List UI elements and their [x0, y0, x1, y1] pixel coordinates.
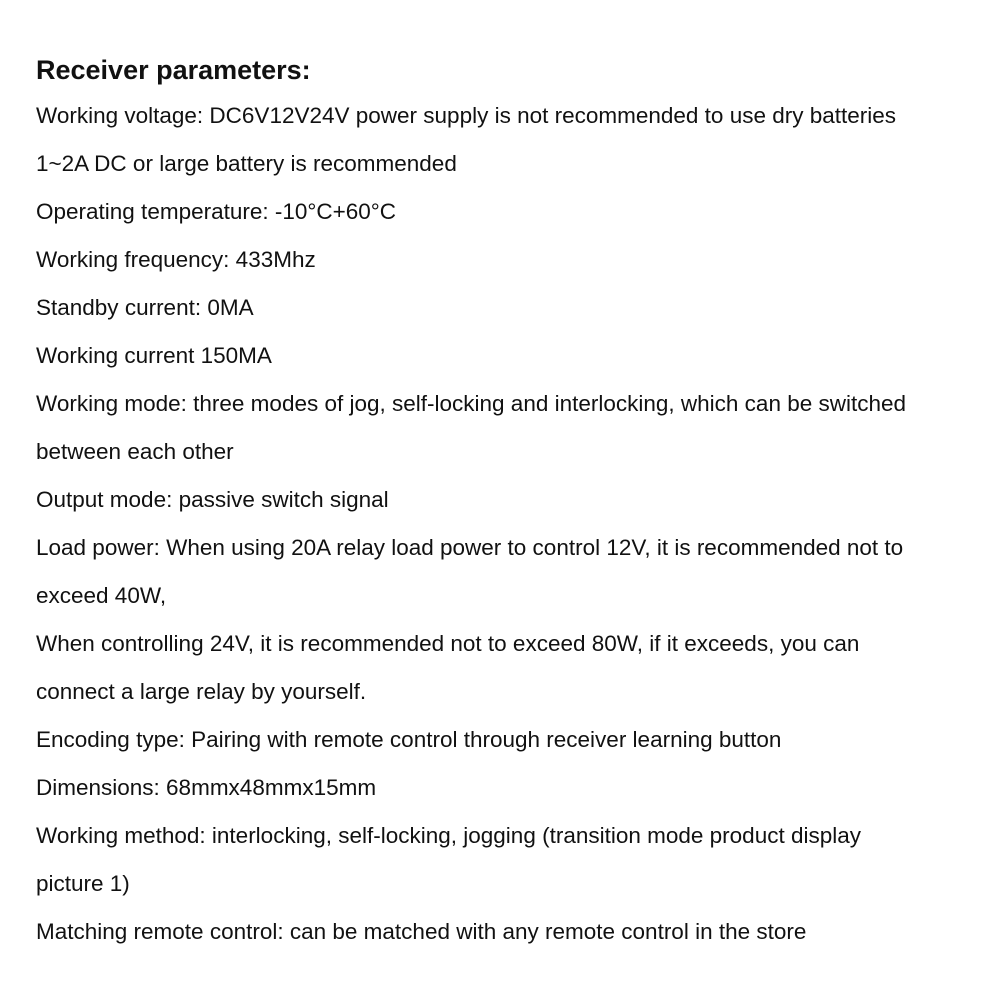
spec-document — [36, 52, 976, 956]
spec-line: Operating temperature: -10°C+60°C — [36, 199, 397, 224]
spec-line: 1~2A DC or large battery is recommended — [36, 151, 457, 176]
spec-line: Working frequency: 433Mhz — [36, 247, 316, 272]
spec-line: exceed 40W, — [36, 583, 167, 608]
spec-line: connect a large relay by yourself. — [36, 679, 367, 704]
spec-line: between each other — [36, 439, 234, 464]
spec-line: When controlling 24V, it is recommended not to exceed 80W, if it exceeds, you can — [36, 631, 860, 656]
spec-line: Output mode: passive switch signal — [36, 487, 389, 512]
spec-line: Dimensions: 68mmx48mmx15mm — [36, 775, 377, 800]
spec-line: Matching remote control: can be matched with any remote control in the store — [36, 919, 807, 944]
spec-lines — [36, 92, 976, 956]
spec-line: Working voltage: DC6V12V24V power supply is not recommended to use dry batteries — [36, 103, 897, 128]
spec-line: Working method: interlocking, self-locking, jogging (transition mode product display — [36, 823, 861, 848]
spec-line: Load power: When using 20A relay load power to control 12V, it is recommended not to — [36, 535, 904, 560]
document-title: Receiver parameters: — [36, 55, 311, 85]
spec-line: Working mode: three modes of jog, self-locking and interlocking, which can be switched — [36, 391, 907, 416]
spec-line: picture 1) — [36, 871, 130, 896]
spec-line: Encoding type: Pairing with remote control through receiver learning button — [36, 727, 782, 752]
spec-line: Working current 150MA — [36, 343, 272, 368]
spec-line: Standby current: 0MA — [36, 295, 254, 320]
